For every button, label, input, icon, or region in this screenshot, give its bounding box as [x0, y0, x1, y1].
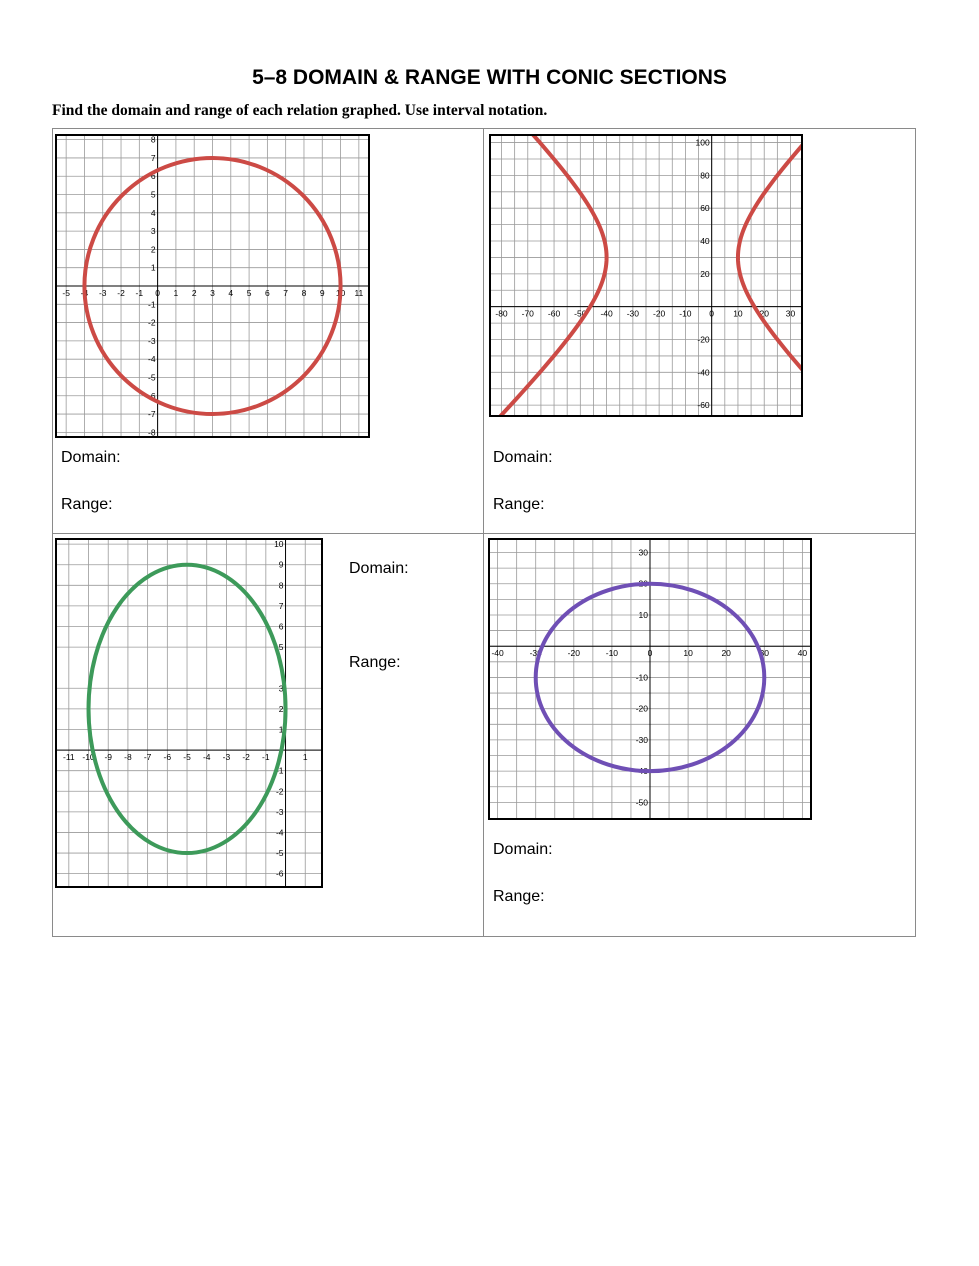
- y-tick-label: -6: [275, 868, 284, 879]
- domain-label-1: Domain:: [61, 449, 121, 466]
- hyperbola-left-branch: [491, 136, 607, 415]
- y-tick-label: 10: [638, 609, 648, 620]
- x-tick-label: -4: [80, 288, 89, 298]
- range-label-3: Range:: [349, 654, 401, 671]
- x-tick-label: 30: [785, 308, 796, 319]
- x-tick-label: -60: [547, 308, 561, 319]
- y-tick-label: -2: [148, 317, 156, 328]
- y-tick-label: -60: [697, 400, 710, 411]
- instructions: Find the domain and range of each relation graphed. Use interval notation.: [52, 102, 548, 119]
- range-label-4: Range:: [493, 888, 545, 905]
- x-tick-label: 10: [335, 288, 346, 298]
- y-tick-label: 40: [700, 236, 710, 247]
- range-label-1: Range:: [61, 496, 113, 513]
- x-tick-label: 0: [709, 308, 715, 319]
- x-tick-label: 40: [797, 648, 808, 659]
- y-tick-label: 8: [150, 136, 156, 145]
- x-tick-label: 1: [302, 752, 308, 763]
- y-tick-label: -10: [635, 672, 648, 683]
- x-tick-label: -10: [82, 752, 95, 763]
- y-tick-label: -1: [275, 765, 284, 776]
- y-tick-label: 3: [150, 226, 156, 237]
- y-tick-label: 20: [638, 578, 648, 589]
- hyperbola-right-branch: [738, 136, 801, 415]
- x-tick-label: -2: [117, 288, 125, 298]
- domain-label-2: Domain:: [493, 449, 553, 466]
- x-tick-label: -80: [495, 308, 508, 319]
- x-tick-label: -2: [242, 752, 250, 763]
- x-tick-label: -7: [143, 752, 152, 763]
- domain-label-3: Domain:: [349, 560, 409, 577]
- y-tick-label: -50: [635, 797, 648, 808]
- x-tick-label: 3: [210, 288, 215, 298]
- y-tick-label: -20: [635, 703, 648, 714]
- x-tick-label: -8: [124, 752, 132, 763]
- x-tick-label: 20: [759, 308, 769, 319]
- y-tick-label: 100: [695, 137, 710, 148]
- x-tick-label: -4: [202, 752, 211, 763]
- x-tick-label: 8: [301, 288, 307, 298]
- x-tick-label: 20: [721, 648, 731, 659]
- y-tick-label: -1: [148, 299, 156, 310]
- graph-2-svg: [491, 136, 801, 415]
- x-tick-label: -1: [135, 288, 144, 298]
- y-tick-label: 10: [274, 540, 284, 550]
- x-tick-label: 10: [683, 648, 693, 659]
- x-tick-label: -70: [521, 308, 534, 319]
- y-tick-label: -6: [148, 390, 156, 401]
- graph-3-ellipse: [55, 538, 323, 888]
- y-tick-label: -7: [148, 409, 156, 420]
- x-tick-label: -20: [652, 308, 666, 319]
- y-tick-label: -20: [697, 334, 710, 345]
- x-tick-label: 6: [265, 288, 270, 298]
- x-tick-label: 7: [283, 288, 289, 298]
- y-tick-label: -30: [635, 734, 648, 745]
- y-tick-label: -4: [275, 827, 284, 838]
- x-tick-label: 9: [319, 288, 325, 298]
- x-tick-label: 5: [246, 288, 252, 298]
- x-tick-label: -3: [98, 288, 107, 298]
- x-tick-label: -3: [222, 752, 231, 763]
- y-tick-label: 20: [700, 268, 710, 279]
- x-tick-label: -11: [62, 752, 75, 763]
- x-tick-label: 11: [354, 288, 364, 298]
- x-tick-label: 1: [173, 288, 179, 298]
- y-tick-label: -3: [275, 806, 284, 817]
- x-tick-label: -50: [574, 308, 587, 319]
- y-tick-label: 9: [278, 559, 284, 570]
- y-tick-label: 2: [150, 244, 156, 255]
- y-tick-label: 7: [278, 600, 284, 611]
- x-tick-label: 2: [191, 288, 197, 298]
- y-tick-label: -3: [148, 335, 156, 346]
- x-tick-label: -40: [600, 308, 613, 319]
- page-title: 5–8 DOMAIN & RANGE WITH CONIC SECTIONS: [252, 66, 727, 89]
- graph-2-hyperbola: [489, 134, 803, 417]
- domain-label-4: Domain:: [493, 841, 553, 858]
- x-tick-label: -30: [529, 648, 542, 659]
- x-tick-label: -9: [104, 752, 113, 763]
- y-tick-label: -8: [148, 427, 156, 436]
- y-tick-label: -2: [275, 786, 284, 797]
- y-tick-label: 1: [150, 262, 156, 273]
- y-tick-label: 3: [278, 683, 284, 694]
- y-tick-label: 60: [700, 203, 710, 214]
- graph-1-svg: [57, 136, 368, 436]
- y-tick-label: -40: [697, 367, 710, 378]
- range-label-2: Range:: [493, 496, 545, 513]
- graph-3-svg: [57, 540, 321, 886]
- x-tick-label: -5: [62, 288, 70, 298]
- x-tick-label: 30: [759, 648, 770, 659]
- y-tick-label: -40: [635, 766, 648, 777]
- y-tick-label: 5: [278, 642, 284, 653]
- y-tick-label: 6: [278, 621, 284, 632]
- x-tick-label: 4: [228, 288, 234, 298]
- y-tick-label: 5: [150, 189, 156, 200]
- y-tick-label: -4: [148, 354, 156, 365]
- x-tick-label: 0: [647, 648, 653, 659]
- x-tick-label: -1: [262, 752, 270, 763]
- x-tick-label: -6: [163, 752, 172, 763]
- graph-4-svg: [490, 540, 810, 818]
- y-tick-label: 7: [150, 152, 156, 163]
- y-tick-label: 30: [638, 547, 648, 558]
- x-tick-label: -30: [626, 308, 640, 319]
- y-tick-label: 6: [150, 171, 156, 182]
- y-tick-label: 4: [150, 207, 156, 218]
- y-tick-label: -5: [275, 848, 284, 859]
- graph-1-circle: [55, 134, 370, 438]
- x-tick-label: 0: [155, 288, 160, 298]
- x-tick-label: -20: [567, 648, 580, 659]
- y-tick-label: 80: [700, 170, 710, 181]
- x-tick-label: -10: [605, 648, 619, 659]
- x-tick-label: -5: [183, 752, 191, 763]
- x-tick-label: -40: [491, 648, 504, 659]
- x-tick-label: 10: [733, 308, 743, 319]
- y-tick-label: 1: [278, 724, 284, 735]
- x-tick-label: -10: [679, 308, 692, 319]
- graph-4-circle: [488, 538, 812, 820]
- y-tick-label: 2: [278, 703, 284, 714]
- y-tick-label: -5: [148, 372, 156, 383]
- y-tick-label: 8: [278, 580, 284, 591]
